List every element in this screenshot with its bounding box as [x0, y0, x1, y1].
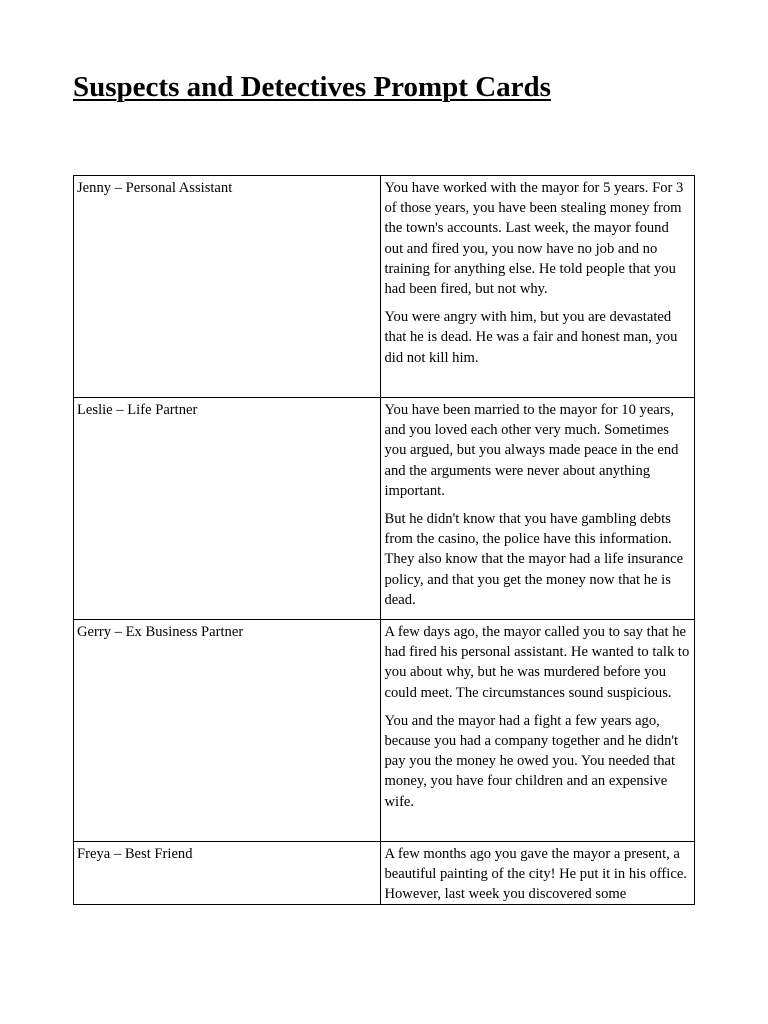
card-name-cell: [74, 620, 381, 842]
table-row: [74, 176, 695, 398]
card-name: Freya – Best Friend: [77, 846, 193, 862]
card-paragraph: You have been married to the mayor for 10 years, and you loved each other very much. Sometimes you argued, but you always made peace in the end and the arguments were never about anything important.: [384, 402, 679, 499]
card-paragraph: But he didn't know that you have gambling debts from the casino, the police have this information. They also know that the mayor had a life insurance policy, and that you get the money now that he is dead.: [384, 511, 684, 608]
card-name-cell: [74, 398, 381, 620]
card-name: Leslie – Life Partner: [77, 402, 198, 418]
card-paragraph: A few months ago you gave the mayor a present, a beautiful painting of the city! He put it in his office. However, last week you discovered some: [384, 846, 687, 903]
card-name-cell: [74, 176, 381, 398]
table-row: [74, 842, 695, 905]
page-title: Suspects and Detectives Prompt Cards: [73, 71, 551, 103]
card-name-cell: [74, 842, 381, 905]
card-name: Jenny – Personal Assistant: [77, 180, 233, 196]
table-row: [74, 398, 695, 620]
card-description-cell: [381, 398, 695, 620]
card-description-cell: [381, 620, 695, 842]
table-row: [74, 620, 695, 842]
card-paragraph: You have worked with the mayor for 5 years. For 3 of those years, you have been stealing money from the town's accounts. Last week, the mayor found out and fired you, you now have no job and no training for anything else. He told people that you had been fired, but not why.: [384, 180, 684, 298]
card-paragraph: You and the mayor had a fight a few years ago, because you had a company together and he didn't pay you the money he owed you. You needed that money, you have four children and an expensive wife.: [384, 712, 679, 810]
card-description-cell: [381, 842, 695, 905]
card-name: Gerry – Ex Business Partner: [77, 624, 244, 640]
card-paragraph: You were angry with him, but you are devastated that he is dead. He was a fair and honest man, you did not kill him.: [384, 309, 678, 366]
card-paragraph: A few days ago, the mayor called you to say that he had fired his personal assistant. He wanted to talk to you about why, but he was murdered before you could meet. The circumstances sound suspicious.: [384, 624, 690, 701]
card-description-cell: [381, 176, 695, 398]
prompt-cards-table: [73, 175, 695, 905]
